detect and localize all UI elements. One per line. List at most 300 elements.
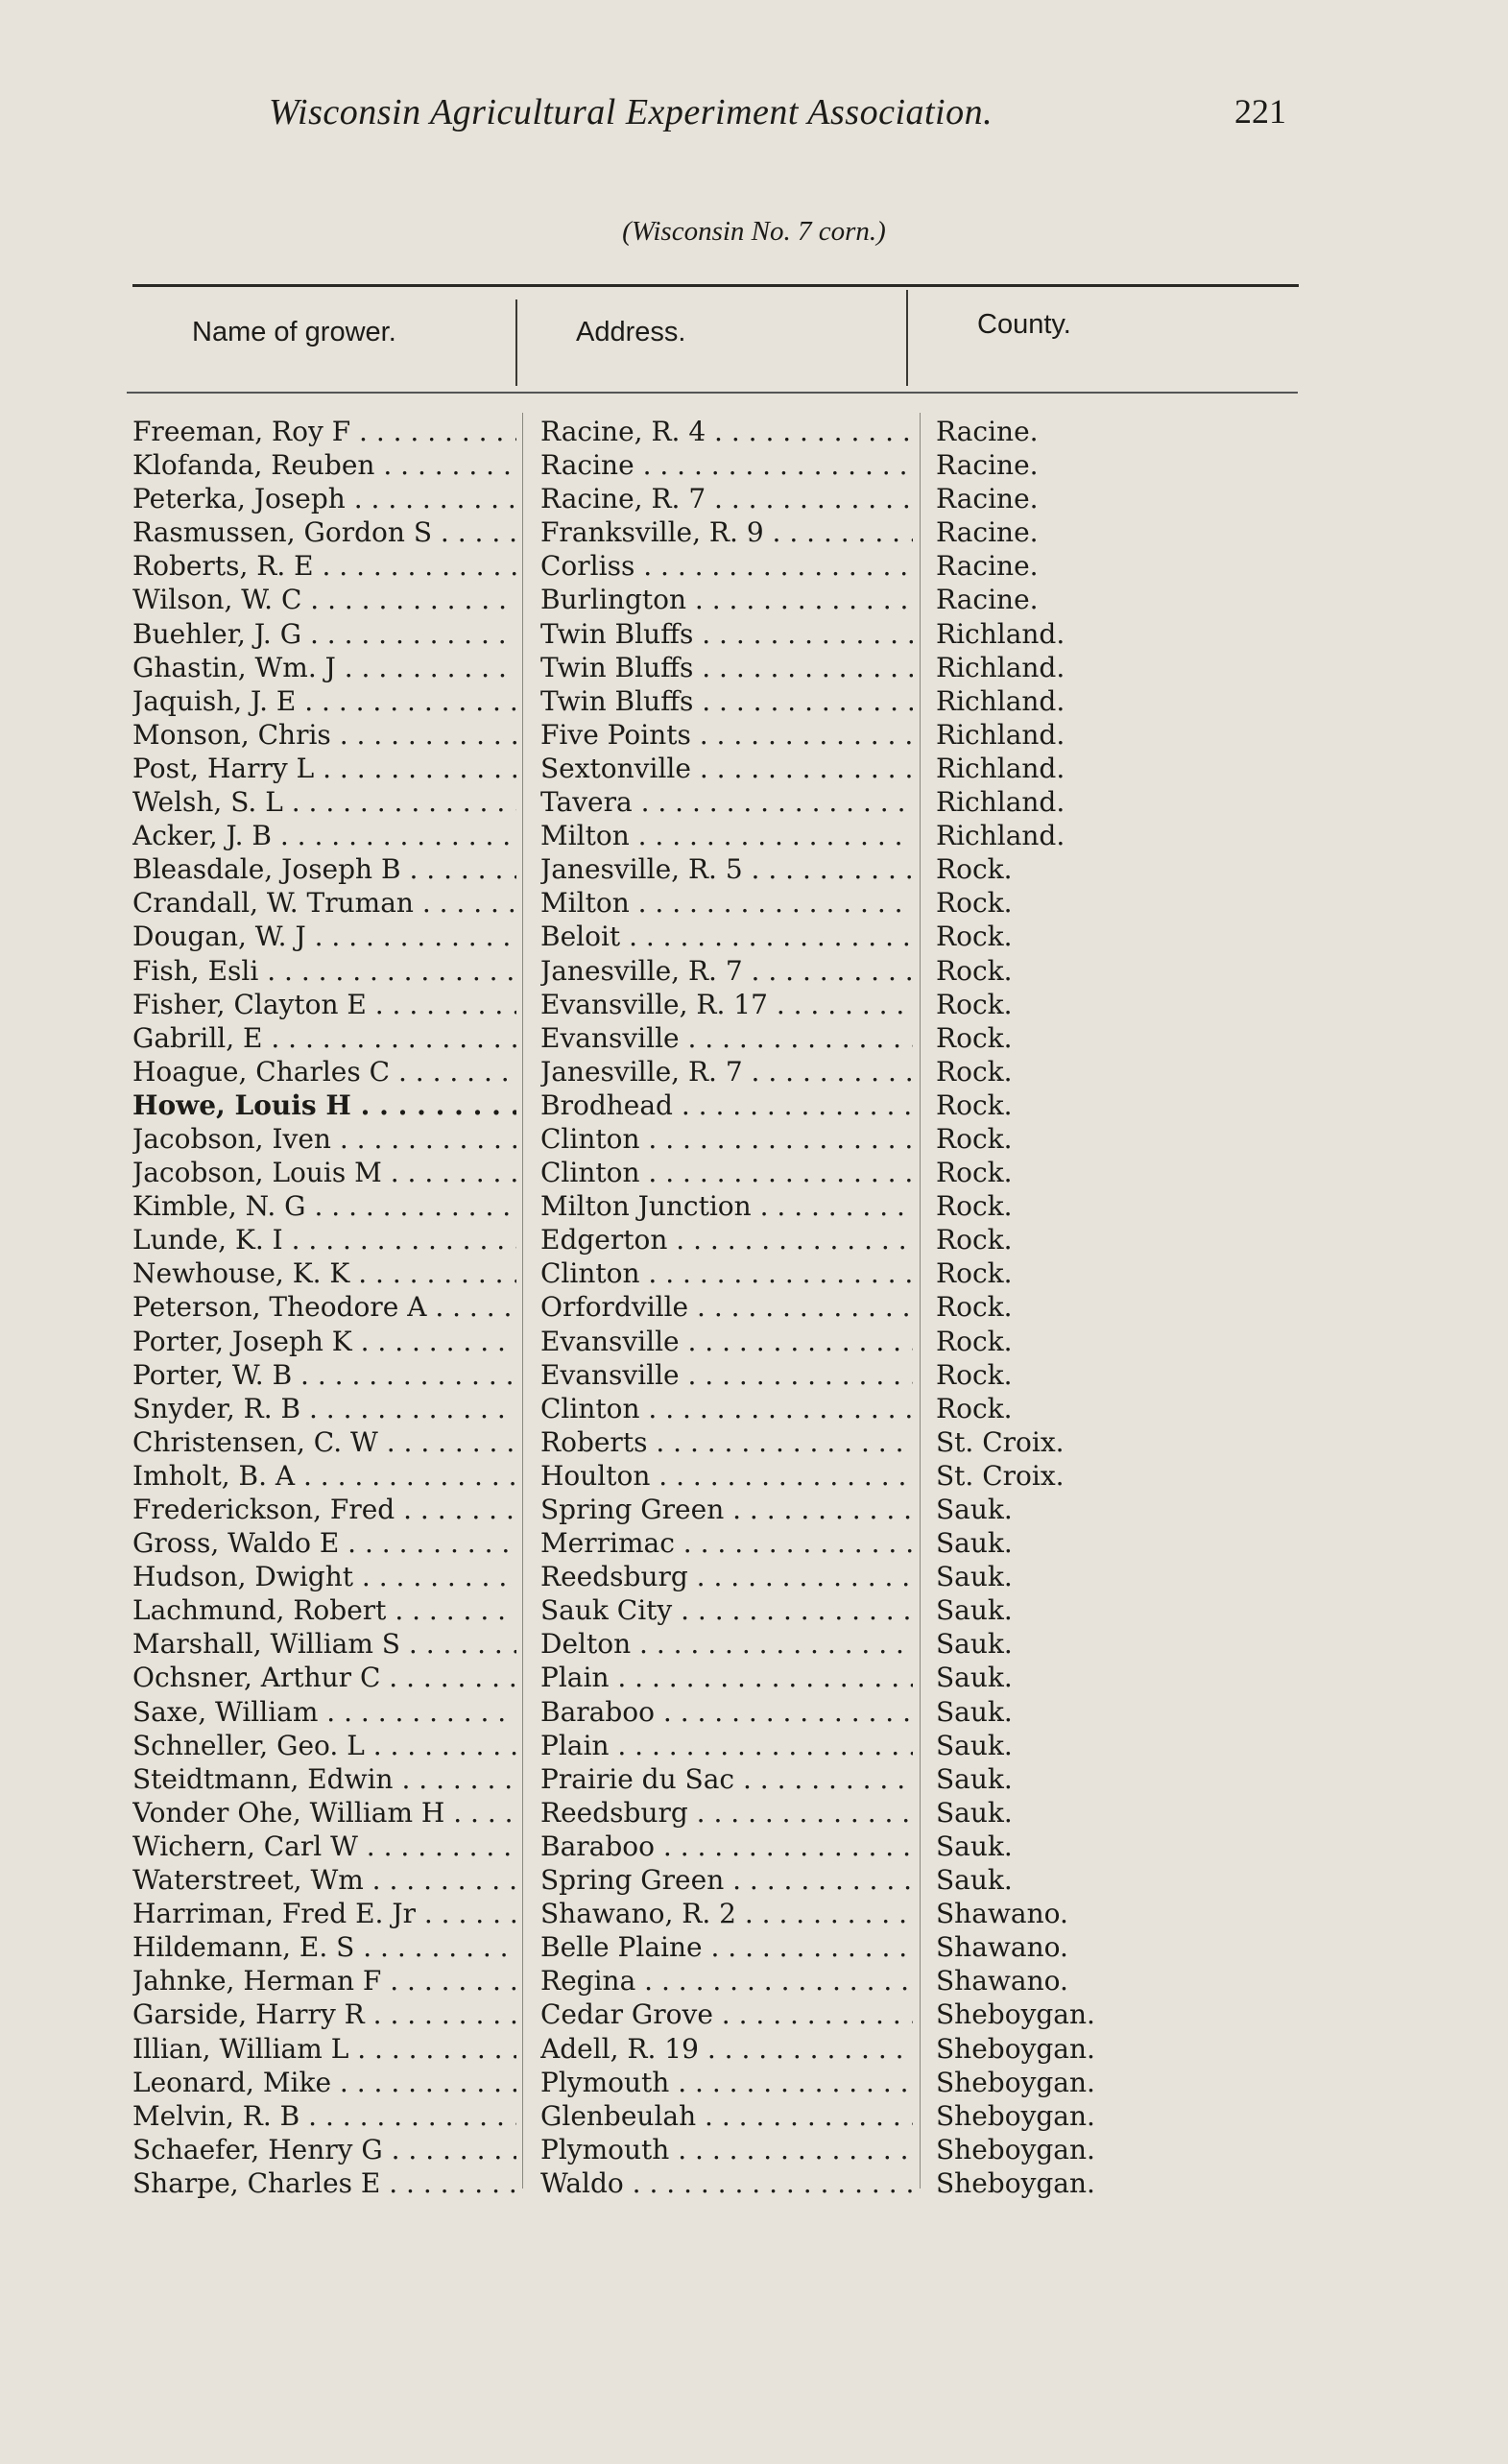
table-row — [0, 1189, 1508, 1223]
grower-name — [132, 415, 516, 448]
grower-address — [540, 1729, 913, 1762]
grower-address — [540, 2166, 913, 2200]
grower-name-text: Ghastin, Wm. J — [132, 651, 336, 683]
grower-address-text: Clinton — [540, 1257, 640, 1290]
grower-county: Racine. — [936, 516, 1039, 549]
grower-county: Shawano. — [936, 1965, 1068, 1998]
grower-county: Sheboygan. — [936, 2099, 1095, 2132]
grower-name — [132, 819, 516, 852]
grower-name — [132, 2032, 516, 2066]
grower-name-text: Newhouse, K. K — [132, 1257, 350, 1290]
grower-name — [132, 583, 516, 616]
grower-name-text: Porter, Joseph K — [132, 1325, 352, 1357]
grower-address — [540, 1358, 913, 1392]
grower-name — [132, 2166, 516, 2200]
grower-name-text: Peterka, Joseph — [132, 483, 346, 515]
grower-address — [540, 2099, 913, 2133]
table-row — [0, 1021, 1508, 1055]
running-title: Wisconsin Agricultural Experiment Association. — [269, 92, 993, 132]
grower-table — [0, 415, 1508, 2200]
grower-county: Sauk. — [936, 1830, 1013, 1862]
grower-name — [132, 1593, 516, 1627]
grower-name-text: Kimble, N. G — [132, 1190, 306, 1223]
table-row — [0, 1223, 1508, 1256]
grower-address-text: Delton — [540, 1628, 632, 1661]
table-row — [0, 852, 1508, 886]
grower-name-text: Fisher, Clayton E — [132, 988, 367, 1020]
grower-address-text: Plymouth — [540, 2133, 670, 2165]
grower-address — [540, 954, 913, 988]
grower-name-text: Hildemann, E. S — [132, 1931, 355, 1964]
grower-name — [132, 1392, 516, 1425]
grower-name-text: Steidtmann, Edwin — [132, 1762, 394, 1795]
header-column-divider — [906, 290, 908, 386]
grower-name-text: Illian, William L — [132, 2032, 349, 2065]
grower-name — [132, 1627, 516, 1661]
grower-county: Rock. — [936, 988, 1013, 1020]
grower-name — [132, 1156, 516, 1189]
grower-name-text: Crandall, W. Truman — [132, 887, 414, 920]
grower-name-text: Saxe, William — [132, 1695, 319, 1728]
table-row — [0, 1796, 1508, 1830]
grower-address — [540, 1964, 913, 1998]
table-row — [0, 1122, 1508, 1156]
running-head — [269, 91, 1286, 139]
table-row — [0, 1930, 1508, 1964]
grower-name-text: Dougan, W. J — [132, 921, 306, 953]
grower-name-text: Porter, W. B — [132, 1358, 293, 1391]
grower-name-text: Hoague, Charles C — [132, 1055, 391, 1088]
grower-name-text: Leonard, Mike — [132, 2066, 332, 2098]
grower-address — [540, 1325, 913, 1358]
grower-name-text: Bleasdale, Joseph B — [132, 853, 401, 886]
grower-name-text: Freeman, Roy F — [132, 416, 351, 447]
grower-name-text: Peterson, Theodore A — [132, 1291, 427, 1324]
grower-address — [540, 1189, 913, 1223]
grower-county: Shawano. — [936, 1898, 1068, 1930]
grower-name-text: Wilson, W. C — [132, 584, 302, 616]
grower-county: Richland. — [936, 617, 1065, 650]
grower-county: Sauk. — [936, 1494, 1013, 1525]
grower-county: Rock. — [936, 1088, 1013, 1121]
table-row — [0, 1459, 1508, 1493]
grower-county: St. Croix. — [936, 1459, 1065, 1492]
table-row — [0, 1729, 1508, 1762]
grower-address — [540, 819, 913, 852]
grower-address — [540, 988, 913, 1021]
table-row — [0, 819, 1508, 852]
grower-address — [540, 684, 913, 718]
grower-name — [132, 1695, 516, 1729]
grower-address — [540, 1088, 913, 1122]
grower-address — [540, 1695, 913, 1729]
grower-county: Sauk. — [936, 1561, 1013, 1593]
grower-address-text: Clinton — [540, 1157, 640, 1189]
grower-address-text: Baraboo — [540, 1695, 655, 1728]
table-row — [0, 1695, 1508, 1729]
grower-name-text: Sharpe, Charles E — [132, 2166, 381, 2199]
grower-address-text: Shawano, R. 2 — [540, 1898, 736, 1930]
grower-address — [540, 1256, 913, 1290]
grower-address — [540, 549, 913, 583]
grower-name-text: Frederickson, Fred — [132, 1494, 395, 1525]
grower-address-text: Evansville — [540, 1021, 680, 1054]
grower-name — [132, 617, 516, 651]
grower-name — [132, 1998, 516, 2031]
table-row — [0, 1998, 1508, 2031]
grower-name — [132, 1661, 516, 1694]
grower-name — [132, 1526, 516, 1560]
grower-name-text: Jacobson, Iven — [132, 1122, 331, 1155]
table-row — [0, 1358, 1508, 1392]
grower-address — [540, 2032, 913, 2066]
table-row — [0, 1156, 1508, 1189]
grower-name-text: Wichern, Carl W — [132, 1830, 358, 1862]
grower-county: Richland. — [936, 651, 1065, 683]
grower-address-text: Evansville, R. 17 — [540, 988, 768, 1020]
grower-name — [132, 852, 516, 886]
grower-address-text: Waldo — [540, 2166, 624, 2199]
grower-address-text: Janesville, R. 7 — [540, 1055, 743, 1088]
grower-name-text: Vonder Ohe, William H — [132, 1796, 445, 1829]
grower-county: Shawano. — [936, 1931, 1068, 1964]
grower-address — [540, 1762, 913, 1796]
grower-county: Rock. — [936, 887, 1013, 920]
grower-name — [132, 785, 516, 819]
grower-county: Rock. — [936, 1021, 1013, 1054]
grower-name-text: Rasmussen, Gordon S — [132, 516, 433, 549]
grower-address — [540, 920, 913, 953]
grower-name-text: Lunde, K. I — [132, 1224, 283, 1256]
grower-address — [540, 1223, 913, 1256]
grower-address-text: Clinton — [540, 1392, 640, 1424]
grower-address — [540, 583, 913, 616]
grower-name — [132, 1863, 516, 1897]
table-row — [0, 1392, 1508, 1425]
grower-name-text: Jahnke, Herman F — [132, 1965, 382, 1998]
grower-address — [540, 1459, 913, 1493]
grower-address-text: Adell, R. 19 — [540, 2032, 699, 2065]
grower-county: Sauk. — [936, 1762, 1013, 1795]
grower-county: Racine. — [936, 449, 1039, 482]
grower-address-text: Evansville — [540, 1325, 680, 1357]
grower-address — [540, 617, 913, 651]
grower-address-text: Twin Bluffs — [540, 651, 694, 683]
table-row — [0, 583, 1508, 616]
grower-address-text: Milton — [540, 820, 630, 852]
grower-name — [132, 651, 516, 684]
grower-address — [540, 1122, 913, 1156]
grower-address-text: Burlington — [540, 584, 687, 616]
grower-address-text: Merrimac — [540, 1527, 675, 1560]
grower-name-text: Gross, Waldo E — [132, 1527, 340, 1560]
header-rule — [127, 392, 1298, 394]
table-row — [0, 2099, 1508, 2133]
grower-county: Sheboygan. — [936, 2166, 1095, 2199]
grower-name — [132, 1256, 516, 1290]
grower-address-text: Brodhead — [540, 1088, 673, 1121]
grower-address — [540, 1021, 913, 1055]
grower-address-text: Milton — [540, 887, 630, 920]
table-subtitle: (Wisconsin No. 7 corn.) — [622, 216, 886, 247]
table-row — [0, 1593, 1508, 1627]
grower-name — [132, 1088, 516, 1122]
grower-name-text: Klofanda, Reuben — [132, 449, 375, 482]
table-row — [0, 752, 1508, 785]
grower-address-text: Reedsburg — [540, 1796, 688, 1829]
grower-address-text: Clinton — [540, 1122, 640, 1155]
table-row — [0, 1493, 1508, 1526]
grower-address-text: Milton Junction — [540, 1190, 752, 1223]
grower-name — [132, 1223, 516, 1256]
grower-name-text: Welsh, S. L — [132, 786, 283, 819]
grower-county: Rock. — [936, 1055, 1013, 1088]
grower-county: St. Croix. — [936, 1425, 1065, 1458]
grower-address-text: Franksville, R. 9 — [540, 516, 764, 549]
grower-address-text: Edgerton — [540, 1224, 668, 1256]
table-row — [0, 1964, 1508, 1998]
grower-address-text: Evansville — [540, 1358, 680, 1391]
grower-county: Sheboygan. — [936, 2032, 1095, 2065]
table-row — [0, 886, 1508, 920]
grower-address-text: Racine, R. 7 — [540, 483, 706, 515]
grower-address — [540, 886, 913, 920]
grower-name-text: Buehler, J. G — [132, 617, 302, 650]
grower-name — [132, 482, 516, 515]
column-header-county: County. — [977, 309, 1071, 340]
grower-address — [540, 1493, 913, 1526]
table-row — [0, 684, 1508, 718]
table-row — [0, 549, 1508, 583]
grower-name — [132, 1021, 516, 1055]
grower-county: Sheboygan. — [936, 1998, 1095, 2031]
grower-address — [540, 1526, 913, 1560]
header-column-divider — [515, 299, 517, 386]
grower-address — [540, 482, 913, 515]
grower-county: Sauk. — [936, 1695, 1013, 1728]
grower-name — [132, 515, 516, 549]
grower-name — [132, 1189, 516, 1223]
grower-name-text: Post, Harry L — [132, 752, 315, 784]
grower-address — [540, 785, 913, 819]
grower-county: Sheboygan. — [936, 2066, 1095, 2098]
grower-name — [132, 886, 516, 920]
grower-name — [132, 1964, 516, 1998]
grower-address-text: Plain — [540, 1662, 610, 1694]
grower-address — [540, 448, 913, 482]
table-row — [0, 1290, 1508, 1324]
grower-county: Rock. — [936, 1122, 1013, 1155]
table-row — [0, 651, 1508, 684]
grower-address-text: Glenbeulah — [540, 2099, 697, 2132]
grower-address-text: Tavera — [540, 786, 633, 819]
grower-name — [132, 920, 516, 953]
grower-county: Sauk. — [936, 1594, 1013, 1627]
grower-name — [132, 1425, 516, 1459]
grower-county: Richland. — [936, 786, 1065, 819]
table-row — [0, 482, 1508, 515]
grower-address-text: Plain — [540, 1729, 610, 1761]
grower-name-text: Lachmund, Robert — [132, 1594, 387, 1627]
grower-name-text: Fish, Esli — [132, 954, 259, 987]
grower-name-text: Roberts, R. E — [132, 550, 314, 583]
grower-county: Rock. — [936, 853, 1013, 886]
grower-address-text: Sauk City — [540, 1594, 673, 1627]
grower-address — [540, 718, 913, 752]
grower-name-text: Hudson, Dwight — [132, 1561, 354, 1593]
grower-address — [540, 1560, 913, 1593]
grower-county: Rock. — [936, 1291, 1013, 1324]
grower-address-text: Cedar Grove — [540, 1998, 713, 2031]
grower-address-text: Regina — [540, 1965, 636, 1998]
grower-address — [540, 1796, 913, 1830]
grower-name-text: Acker, J. B — [132, 820, 272, 852]
top-rule — [132, 284, 1299, 287]
grower-name — [132, 549, 516, 583]
table-row — [0, 1256, 1508, 1290]
grower-county: Sauk. — [936, 1864, 1013, 1897]
grower-name — [132, 1830, 516, 1863]
grower-address — [540, 1425, 913, 1459]
grower-county: Sheboygan. — [936, 2133, 1095, 2165]
grower-address — [540, 1593, 913, 1627]
grower-address-text: Belle Plaine — [540, 1931, 703, 1964]
table-row — [0, 988, 1508, 1021]
table-row — [0, 1526, 1508, 1560]
grower-address-text: Twin Bluffs — [540, 684, 694, 717]
table-row — [0, 2032, 1508, 2066]
grower-county: Sauk. — [936, 1527, 1013, 1560]
grower-address — [540, 752, 913, 785]
grower-county: Sauk. — [936, 1729, 1013, 1761]
grower-county: Sauk. — [936, 1662, 1013, 1694]
grower-county: Racine. — [936, 584, 1039, 616]
grower-address-text: Corliss — [540, 550, 635, 583]
grower-address-text: Janesville, R. 7 — [540, 954, 743, 987]
grower-name-text: Imholt, B. A — [132, 1459, 296, 1492]
table-row — [0, 1863, 1508, 1897]
grower-county: Rock. — [936, 1358, 1013, 1391]
grower-county: Rock. — [936, 1190, 1013, 1223]
grower-address-text: Baraboo — [540, 1830, 655, 1862]
grower-address-text: Beloit — [540, 921, 621, 953]
grower-address — [540, 1897, 913, 1930]
grower-name — [132, 1729, 516, 1762]
table-row — [0, 920, 1508, 953]
grower-name — [132, 1762, 516, 1796]
grower-name-text: Garside, Harry R — [132, 1998, 365, 2031]
table-row — [0, 1055, 1508, 1088]
grower-county: Richland. — [936, 718, 1065, 751]
grower-address-text: Janesville, R. 5 — [540, 853, 743, 886]
grower-address-text: Houlton — [540, 1459, 651, 1492]
grower-name-text: Howe, Louis H — [132, 1088, 351, 1121]
grower-name — [132, 1493, 516, 1526]
table-row — [0, 1897, 1508, 1930]
grower-address — [540, 1661, 913, 1694]
table-row — [0, 785, 1508, 819]
grower-name — [132, 1122, 516, 1156]
grower-address — [540, 1830, 913, 1863]
table-row — [0, 415, 1508, 448]
table-row — [0, 515, 1508, 549]
grower-name-text: Ochsner, Arthur C — [132, 1662, 381, 1694]
table-row — [0, 1627, 1508, 1661]
table-row — [0, 1762, 1508, 1796]
grower-county: Richland. — [936, 752, 1065, 784]
grower-county: Rock. — [936, 1157, 1013, 1189]
grower-name — [132, 1930, 516, 1964]
grower-address — [540, 852, 913, 886]
grower-name-text: Schaefer, Henry G — [132, 2133, 383, 2165]
grower-address — [540, 1055, 913, 1088]
grower-name — [132, 2066, 516, 2099]
grower-name — [132, 1560, 516, 1593]
grower-name — [132, 2133, 516, 2166]
grower-county: Rock. — [936, 1392, 1013, 1424]
grower-name — [132, 1358, 516, 1392]
column-header-address: Address. — [576, 317, 686, 347]
grower-name-text: Waterstreet, Wm — [132, 1864, 364, 1897]
grower-address-text: Spring Green — [540, 1494, 725, 1525]
grower-address — [540, 415, 913, 448]
grower-name-text: Melvin, R. B — [132, 2099, 300, 2132]
grower-name — [132, 448, 516, 482]
table-row — [0, 1088, 1508, 1122]
table-row — [0, 1425, 1508, 1459]
grower-name — [132, 718, 516, 752]
column-header-name: Name of grower. — [192, 317, 396, 347]
grower-name-text: Jacobson, Louis M — [132, 1157, 382, 1189]
grower-name-text: Marshall, William S — [132, 1628, 400, 1661]
grower-name — [132, 2099, 516, 2133]
table-row — [0, 1661, 1508, 1694]
grower-name-text: Schneller, Geo. L — [132, 1729, 365, 1761]
grower-county: Rock. — [936, 954, 1013, 987]
table-row — [0, 1560, 1508, 1593]
table-row — [0, 718, 1508, 752]
grower-name — [132, 954, 516, 988]
grower-name — [132, 684, 516, 718]
table-row — [0, 2066, 1508, 2099]
grower-name-text: Harriman, Fred E. Jr — [132, 1898, 416, 1930]
grower-address — [540, 1392, 913, 1425]
grower-name-text: Monson, Chris — [132, 718, 331, 751]
grower-address — [540, 1627, 913, 1661]
table-row — [0, 1830, 1508, 1863]
grower-county: Rock. — [936, 1224, 1013, 1256]
grower-address-text: Twin Bluffs — [540, 617, 694, 650]
table-row — [0, 617, 1508, 651]
grower-name — [132, 1055, 516, 1088]
grower-address — [540, 1930, 913, 1964]
grower-county: Racine. — [936, 483, 1039, 515]
grower-address-text: Prairie du Sac — [540, 1762, 735, 1795]
grower-county: Rock. — [936, 921, 1013, 953]
grower-address — [540, 515, 913, 549]
grower-address-text: Racine, R. 4 — [540, 416, 706, 447]
grower-county: Sauk. — [936, 1796, 1013, 1829]
grower-county: Racine. — [936, 550, 1039, 583]
grower-name-text: Snyder, R. B — [132, 1392, 301, 1424]
table-row — [0, 954, 1508, 988]
grower-county: Sauk. — [936, 1628, 1013, 1661]
grower-name — [132, 1796, 516, 1830]
table-row — [0, 1325, 1508, 1358]
grower-address-text: Roberts — [540, 1425, 648, 1458]
grower-county: Rock. — [936, 1257, 1013, 1290]
table-row — [0, 2166, 1508, 2200]
